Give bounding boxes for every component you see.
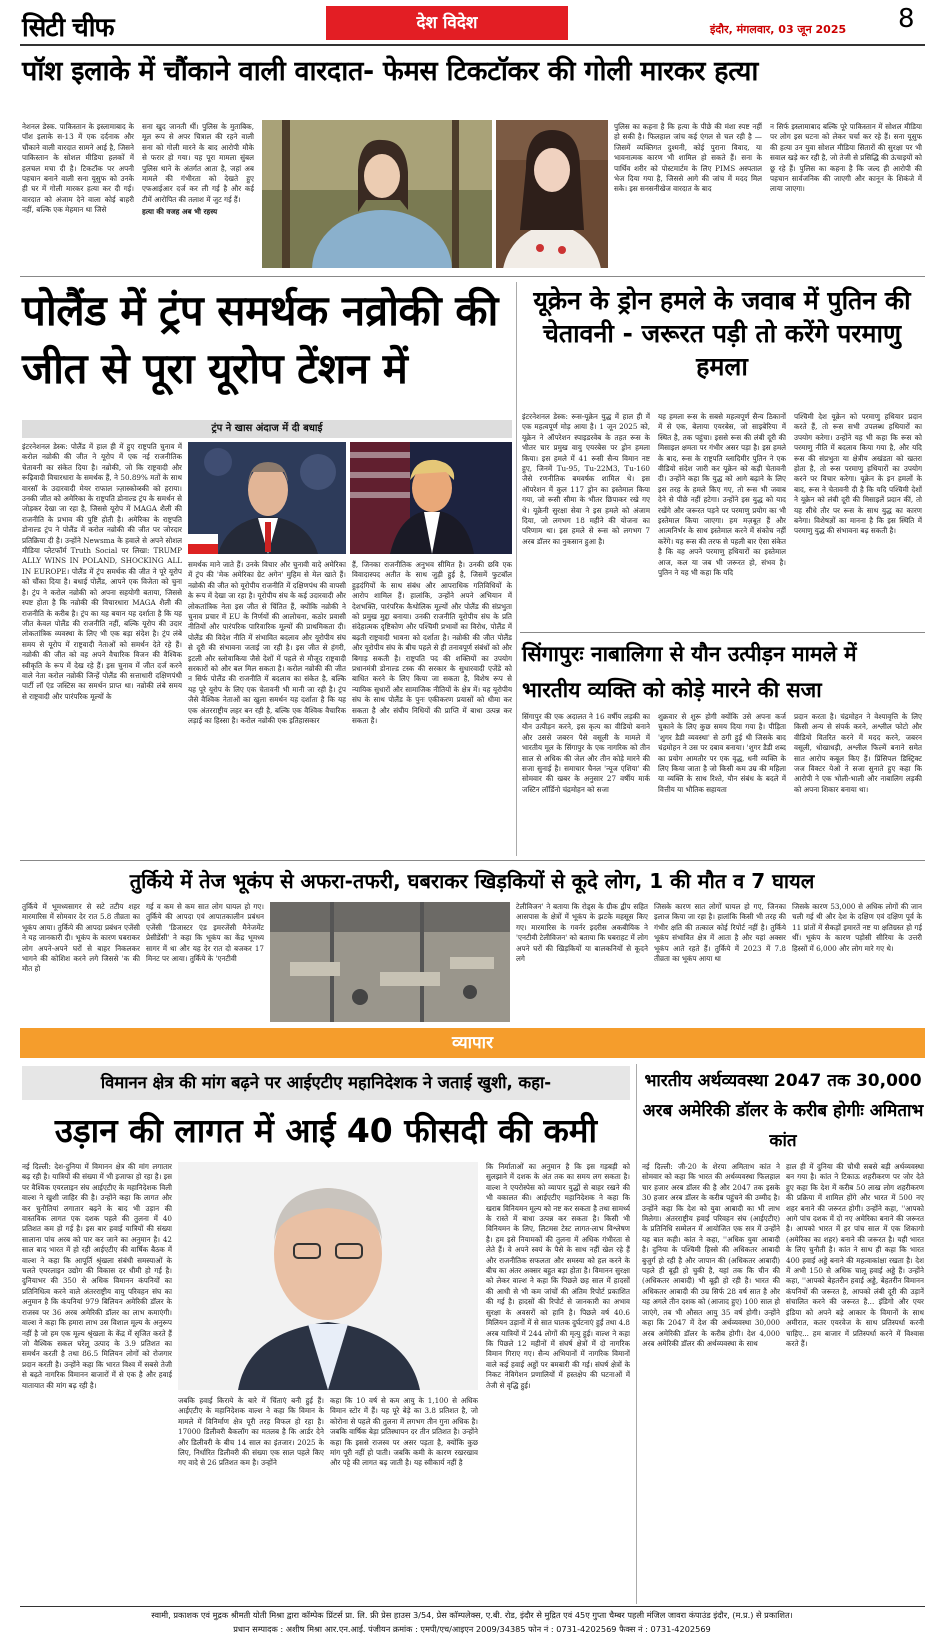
story7-col2: हाल ही में दुनिया की चौथी सबसे बड़ी अर्थव्यवस्था बन गया है। कांत ने टिकाऊ शहरीकरण पर जोर देते हुए कहा कि देश में करीब 50 लाख लोग शहरीकरण की प्रक्रिया में शामिल होंगे और भारत में 500 नए शहर बनाने की जरूरत होगी। उन्होंने कहा, ''आपको आगे पांच दशक में दो नए अमेरिका बनाने की जरूरत है। आपको भारत में हर पांच साल में एक शिकागो (अमेरिका का शहर) बनाने की जरूरत है। यही भारत के लिए चुनौती है। कांत ने साथ ही कहा कि भारत 400 हवाई अड्डे बनाने की महत्वाकांक्षा रखता है। देश में अभी 150 से अधिक चालू हवाई अड्डे हैं। उन्होंने कहा, ''आपको बेहतरीन हवाई अड्डे, बेहतरीन विमानन कंपनियों की जरूरत है, आपको लंबी दूरी की उड़ानें संचालित करने की जरूरत है... इंडिगो और एयर इंडिया को अपने बड़े आकार के विमानों के साथ अमीरात, कतर एयरवेज के साथ प्रतिस्पर्धा करनी चाहिए... हम बाजार में प्रतिस्पर्धा करने में विश्वास करते हैं।	[786, 1162, 924, 1348]
masthead	[0, 0, 945, 50]
imprint-line-1: स्वामी, प्रकाशक एवं मुद्रक श्रीमती योती मिश्रा द्वारा कॉम्पेक प्रिंटर्स प्रा. लि. फ्री प्रेस हाउस 3/54, प्रेस कॉम्पलेक्स, ए.बी. रोड, इंदौर से मुद्रित एवं 45ए गुप्ता चैम्बर पहली मंजिल जावरा कंपाउंड इंदौर, (म.प्र.) से प्रकाशित।	[151, 1610, 793, 1620]
story2-col2: समर्थक माने जाते हैं। उनके विचार और चुनावी वादे अमेरिका में ट्रंप की 'मेक अमेरिका ग्रेट अगेन' मुहिम से मेल खाते हैं। नव्रोकी की जीत को यूरोपीय राजनीति में दक्षिणपंथ की वापसी के रूप में देखा जा रहा है। यूरोपीय संघ के कई उदारवादी और लोकतांत्रिक नेता इस जीत से चिंतित हैं, क्योंकि नव्रोकी ने चुनाव प्रचार में EU के निर्णयों की आलोचना, कठोर प्रवासी नीतियों और पारंपरिक पारिवारिक मूल्यों की प्राथमिकता दी। पोलैंड की विदेश नीति में संभावित बदलाव और यूरोपीय संघ से दूरी की संभावना जताई जा रही है। इस जीत से हंगरी, इटली और स्लोवाकिया जैसे देशों में पहले से मौजूद राष्ट्रवादी सरकारों को और बल मिल सकता है। करोल नव्रोकी की जीत न सिर्फ पोलैंड की राजनीति में बदलाव का संकेत है, बल्कि यह पूरे यूरोप के लिए एक चेतावनी भी मानी जा रही है। ट्रंप जैसे वैश्विक नेताओं का खुला समर्थन यह दर्शाता है कि यह एक अंतरराष्ट्रीय लहर बन रही है, बल्कि एक वैश्विक वैचारिक लड़ाई का हिस्सा है। करोल नव्रोकी एक इतिहासकार	[188, 560, 346, 726]
story2-col1: इंटरनेशनल डेस्क: पोलैंड में हाल ही में हुए राष्ट्रपति चुनाव में करोल नव्रोकी की जीत ने यूरोप में एक नई राजनीतिक चेतावनी का संकेत दिया है। नव्रोकी, जो कि राष्ट्रवादी और रूढ़िवादी विचारधारा के समर्थक हैं, ने 50.89% मतों के साथ वारसॉ के उदारवादी मेयर राफाल त्र्ज़ास्कोव्स्की को हराया। उनकी जीत को अमेरिका के राष्ट्रपति डोनाल्ड ट्रंप के समर्थन से जोड़कर देखा जा रहा है, जिससे यूरोप में MAGA शैली की राजनीति के प्रभाव की पुष्टि होती है। अमेरिका के राष्ट्रपति डोनाल्ड ट्रंप ने पोलैंड में करोल नव्रोकी की जीत पर जोरदार प्रतिक्रिया दी है। उन्होंने Newsma के हवाले से अपने सोशल मीडिया प्लेटफॉर्म Truth Social पर लिखा: TRUMP ALLY WINS IN POLAND, SHOCKING ALL IN EUROPE। पोलैंड में ट्रंप समर्थक की जीत ने पूरे यूरोप को चौंका दिया है। बधाई पोलैंड, आपने एक विजेता को चुना है। ट्रंप ने करोल नव्रोकी को अपना सहयोगी बताया, जिससे स्पष्ट होता है कि नव्रोकी की विचारधारा MAGA शैली की राजनीति के करीब है। ट्रंप का यह बयान यह दर्शाता है कि यह जीत केवल पोलैंड की राजनीति नहीं, बल्कि यूरोप की उदार लोकतांत्रिक व्यवस्था के लिए भी एक बड़ा संदेश है। ट्रंप लंबे समय से यूरोप में राष्ट्रवादी नेताओं को समर्थन देते रहे हैं। नव्रोकी की जीत को वह अपने वैचारिक विजन की वैश्विक स्वीकृति के रूप में देख रहे हैं। इस चुनाव में जीत दर्ज करने वाले नेता करोल नव्रोकी जिन्हें पोलैंड की सत्ताधारी दक्षिणपंथी पार्टी लॉ एंड जस्टिस का समर्थन प्राप्त था। नव्रोकी लंबे समय से राष्ट्रवादी और पारंपरिक मूल्यों के	[22, 442, 182, 701]
story1-col2: सना खुद जानती थीं। पुलिस के मुताबिक, मूल रूप से अपर चित्राल की रहने वाली सना को गोली मारने के बाद आरोपी मौके से फरार हो गया। यह पूरा मामला सुंबल पुलिस थाने के अंतर्गत आता है, जहां अब मामले की गंभीरता को देखते हुए एफआईआर दर्ज कर ली गई है और कई टीमें आरोपित की तलाश में जुट गई हैं। हत्या की वजह अब भी रहस्य	[142, 122, 254, 217]
tiktoker-photo-right	[496, 120, 608, 268]
story1-subhead: हत्या की वजह अब भी रहस्य	[142, 207, 218, 217]
imprint-line-2: प्रधान सम्पादक : अशीष मिश्रा आर.एन.आई. पंजीयन क्रमांक : एमपी/एच/आइएन 2009/34385 फोन नं : 0731-4202569 फैक्स नं : 0731-4202569	[233, 1624, 711, 1634]
story2-caption-bar	[22, 420, 512, 438]
business-banner-title: व्यापार	[451, 1033, 494, 1053]
business-banner	[20, 1028, 925, 1058]
walsh-photo	[178, 1162, 478, 1390]
story5-col2: गई व कम से कम सात लोग घायल हो गए। तुर्किये की आपदा एवं आपातकालीन प्रबंधन एजेंसी 'डिजास्टर एंड इमरजेंसी मैनेजमेंट प्रेसीडेंसी' ने कहा कि भूकंप का केंद्र भूमध्य सागर में था और यह देर रात दो बजकर 17 मिनट पर आया। तुर्किये के 'एनटीवी	[146, 902, 264, 964]
section-banner	[326, 6, 568, 40]
story6-kicker-box	[22, 1066, 630, 1100]
story6-col2: जबकि हवाई किराये के बारे में चिंताएं बनी हुई हैं। आईएटीए के महानिदेशक वाल्श ने कहा कि विमान के मामले में विनिर्माण क्षेत्र पूरी तरह विफल हो रहा है। 17000 डिलीवरी बैकलॉग का मतलब है कि आर्डर देने और डिलीवरी के बीच 14 साल का इंतजार। 2025 के लिए, निर्धारित डिलीवरी की संख्या एक साल पहले किए गए वादे से 26 प्रतिशत कम है। उन्होंने	[178, 1396, 324, 1468]
trump-photo	[350, 442, 512, 554]
story5-col1: तुर्किये में भूमध्यसागर से सटे तटीय शहर मारमारिस में सोमवार देर रात 5.8 तीव्रता का भूकंप आया। तुर्किये की आपदा प्रबंधन एजेंसी ने यह जानकारी दी। भूकंप के कारण घबराकर लोग अपने-अपने घरों से बाहर निकलकर भागने की कोशिश करने लगे जिससे 'क की मौत हो	[22, 902, 140, 974]
story4-headline: सिंगापुरः नाबालिगा से यौन उत्पीड़न मामले में भारतीय व्यक्ति को कोड़े मारने की सजा	[522, 642, 857, 702]
story3-headline: यूक्रेन के ड्रोन हमले के जवाब में पुतिन की चेतावनी - जरूरत पड़ी तो करेंगे परमाणु हमला	[533, 286, 911, 381]
story3-col3: पश्चिमी देश यूक्रेन को परमाणु हथियार प्रदान करते हैं, तो रूस सभी उपलब्ध हथियारों का उपयोग करेगा। उन्होंने यह भी कहा कि रूस को परमाणु नीति में बदलाव किया गया है, और यदि रूस की संप्रभुता या क्षेत्रीय अखंडता को खतरा होता है, तो रूस परमाणु हथियारों का उपयोग करने पर विचार करेगा। यूक्रेन के इन हमलों के बाद, रूस ने चेतावनी दी है कि यदि पश्चिमी देशों ने यूक्रेन को लंबी दूरी की मिसाइलें प्रदान कीं, तो यह सीधे तौर पर रूस के साथ युद्ध का कारण बनेगा। विशेषज्ञों का मानना है कि इस स्थिति में परमाणु युद्ध की संभावना बढ़ सकती है।	[794, 412, 922, 536]
story6-kicker: विमानन क्षेत्र की मांग बढ़ने पर आईएटीए महानिदेशक ने जताई खुशी, कहा-	[100, 1073, 552, 1092]
story5-headline: तुर्किये में तेज भूकंप से अफरा-तफरी, घबराकर खिड़कियों से कूदे लोग, 1 की मौत व 7 घायल	[129, 869, 815, 893]
story1-col4: न सिर्फ इस्लामाबाद बल्कि पूरे पाकिस्तान में सोशल मीडिया पर लोग इस घटना को लेकर चर्चा कर रहे हैं। सना यूसुफ की हत्या उन युवा सोशल मीडिया सितारों की सुरक्षा पर भी सवाल खड़े कर रही है, जो तेजी से प्रसिद्धि की ऊंचाइयों को छू रहे हैं। पुलिस का कहना है कि जल्द ही आरोपी की पहचान सार्वजनिक की जाएगी और कानून के शिकंजे में लाया जाएगा।	[770, 122, 922, 194]
story7-col1: नई दिल्ली: जी-20 के शेरपा अमिताभ कांत ने सोमवार को कहा कि भारत की अर्थव्यवस्था फिलहाल चार हजार अरब डॉलर की है और 2047 तक इसके 30 हजार अरब डॉलर के करीब पहुंचने की उम्मीद है। उन्होंने कहा कि देश को युवा आबादी का भी लाभ मिलेगा। अंतरराष्ट्रीय हवाई परिवहन संघ (आईएटीए) के प्रतिनिधि सम्मेलन में आयोजित एक सत्र में उन्होंने यह बात कही। कांत ने कहा, ''अधिक युवा आबादी है। दुनिया के पश्चिमी हिस्से की अधिकतर आबादी बुजुर्ग हो रही है और जापान की (अधिकतर आबादी) पहले ही बूढ़ी हो चुकी है, यहां तक कि चीन की (अधिकतर आबादी) भी बूढ़ी हो रही है। भारत की अधिकतर आबादी की उम्र सिर्फ 28 वर्ष सात है और यह अगले तीन दशक को (आजाद हुए) 100 साल हो जाएंगे, तब भी औसत आयु 35 वर्ष होगी। उन्होंने कहा कि 2047 में देश की अर्थव्यवस्था 30,000 अरब अमेरिकी डॉलर के करीब होगी। देश 4,000 अरब अमेरिकी डॉलर की अर्थव्यवस्था के साथ	[642, 1162, 780, 1348]
story2-headline: पोलैंड में ट्रंप समर्थक नव्रोकी की जीत से पूरा यूरोप टेंशन में	[22, 286, 498, 393]
story6-col3: कहा कि 10 वर्ष से कम आयु के 1,100 से अधिक विमान स्टोर में हैं। यह पूरे बेड़े का 3.8 प्रतिशत है, जो कोरोना से पहले की तुलना में लगभग तीन गुना अधिक है। जबकि वार्षिक बेड़ा प्रतिस्थापन दर तीन प्रतिशत है। उन्होंने कहा कि इससे राजस्व पर असर पड़ता है, क्योंकि कुछ मांग पूरी नहीं हो पाती। जबकि कमी के कारण रखरखाव और पट्टे की लागत बढ़ जाती है। यह स्वीकार्य नहीं है	[330, 1396, 478, 1468]
story7-headline: भारतीय अर्थव्यवस्था 2047 तक 30,000 अरब अमेरिकी डॉलर के करीब होगीः अमिताभ कांत	[642, 1071, 924, 1151]
story4-col2: शुक्रवार से शुरू होगी क्योंकि उसे अपना कर्ज चुकाने के लिए कुछ समय दिया गया है। पीड़िता 'शुगर डैडी व्यवस्था' से ठगी हुई थी जिसके बाद चंद्रमोहन ने उस पर दबाव बनाया। 'शुगर डैडी शब्द का प्रयोग आमतौर पर एक वृद्ध, धनी व्यक्ति के लिए किया जाता है जो किसी कम उम्र की महिला या व्यक्ति के साथ रिश्ते, यौन संबंध के बदले में वित्तीय या भौतिक सहायता	[658, 712, 786, 794]
story2-col3: हैं, जिनका राजनीतिक अनुभव सीमित है। उनकी छवि एक विवादास्पद अतीत के साथ जुड़ी हुई है, जिसमें फुटबॉल हुड़दंगियों के साथ संबंध और आपराधिक गतिविधियों के आरोप शामिल हैं। हालांकि, उन्होंने अपने अभियान में देशभक्ति, पारंपरिक कैथोलिक मूल्यों और पोलैंड की संप्रभुता को प्रमुख मुद्दा बनाया। उनकी राजनीति यूरोपीय संघ के प्रति संदेहात्मक दृष्टिकोण और पश्चिमी प्रभावों का विरोध, पोलैंड में बढ़ती राष्ट्रवादी भावना को दर्शाता है। नव्रोकी की जीत पोलैंड और यूरोपीय संघ के बीच पहले से ही तनावपूर्ण संबंधों को और बिगाड़ सकती है। राष्ट्रपति पद की शक्तियों का उपयोग प्रधानमंत्री डोनाल्ड टस्क की सरकार के सुधारवादी एजेंडे को बाधित करने के लिए किया जा सकता है, विशेष रूप से न्यायिक सुधारों और सामाजिक नीतियों के क्षेत्र में। यह यूरोपीय संघ के साथ पोलैंड के पुनः एकीकरण प्रयासों को धीमा कर सकता है और संघीय निधियों की प्राप्ति में बाधा उत्पन्न कर सकता है।	[352, 560, 512, 726]
tiktoker-photo-left	[262, 120, 492, 268]
story5-col3: टेलीविजन' ने बताया कि रोड्स के ग्रीक द्वीप सहित आसपास के क्षेत्रों में भूकंप के झटके महसूस किए गए। मारमारिस के गवर्नर इदरीस अकबीयिक ने 'एनटीवी टेलीविजन' को बताया कि घबराहट में लोग अपने घरों की खिड़कियों या बालकनियों से कूदने लगे	[516, 902, 648, 964]
story3-col2: यह हमला रूस के सबसे महत्वपूर्ण सैन्य ठिकानों में से एक, बेलाया एयरबेस, जो साइबेरिया में स्थित है, तक पहुंचा। इससे रूस की लंबी दूरी की मिसाइल क्षमता पर गंभीर असर पड़ा है। इस हमले के बाद, रूस के राष्ट्रपति व्लादिमीर पुतिन ने एक वीडियो संदेश जारी कर यूक्रेन को कड़ी चेतावनी दी। उन्होंने कहा कि युद्ध को आगे बढ़ाने के लिए इस तरह के हमले किए गए, तो रूस भी जवाब देने से पीछे नहीं हटेगा। उन्होंने इस युद्ध को याद रखेंगे और जरूरत पड़ने पर परमाणु प्रयोग का भी इस्तेमाल किया जाएगा। हम मज़बूत हैं और आत्मनिर्भर के साथ इस्तेमाल करने में संकोच नहीं करेंगे। यह रूस की तरफ से पहली बार ऐसा संकेत है कि वह अपने परमाणु हथियारों का इस्तेमाल आज, कल या जब भी जरूरत हो, संभव है। पुतिन ने यह भी कहा कि यदि	[658, 412, 786, 578]
story1-col3: पुलिस का कहना है कि हत्या के पीछे की मंशा स्पष्ट नहीं हो सकी है। फिलहाल जांच कई एंगल से चल रही है — जिसमें व्यक्तिगत दुश्मनी, कोई पुराना विवाद, या भावनात्मक कारण भी शामिल हो सकते हैं। सना के पार्थिव शरीर को पोस्टमार्टम के लिए PIMS अस्पताल भेज दिया गया है, जिससे आगे की जांच में मदद मिल सके। इस सनसनीखेज वारदात के बाद	[614, 122, 762, 194]
story5-col5: जिसके कारण 53,000 से अधिक लोगों की जान चली गई थी और देश के दक्षिण एवं दक्षिण पूर्व के 11 प्रांतों में सैकड़ों इमारतें नष्ट या क्षतिग्रस्त हो गई थीं। भूकंप के कारण पड़ोसी सीरिया के उत्तरी हिस्सों में 6,000 और लोग मारे गए थे।	[792, 902, 922, 953]
dateline: इंदौर, मंगलवार, 03 जून 2025	[710, 23, 847, 36]
story2-photo-caption: ट्रंप ने खास अंदाज में दी बधाई	[211, 423, 323, 434]
story1-headline: पॉश इलाके में चौंकाने वाली वारदात- फेमस टिकटॉकर की गोली मारकर हत्या	[22, 56, 759, 87]
section-title: देश विदेश	[416, 13, 478, 33]
story5-col4: जिसके कारण सात लोगों घायल हो गए, जिनका इलाज किया जा रहा है। हालांकि किसी भी तरह की गंभीर क्षति की तत्काल कोई रिपोर्ट नहीं है। तुर्किये भूकंप संभावित क्षेत्र में आता है और यहां अक्सर भूकंप आते रहते हैं। तुर्किये में 2023 में 7.8 तीव्रता का भूकंप आया था	[654, 902, 786, 964]
nawrocki-photo	[188, 442, 346, 554]
story6-col1: नई दिल्ली: देश-दुनिया में विमानन क्षेत्र की मांग लगातार बढ़ रही है। यात्रियों की संख्या में भी इजाफा हो रहा है। इस पर वैश्विक एयरलाइन संघ आईएटीए के महानिदेशक विली वाल्श ने खुशी जाहिर की है। उन्होंने कहा कि लागत और कर चुनौतियां लगातार बढ़ने के बाद भी उड़ान की वास्तविक लागत एक दशक पहले की तुलना में 40 प्रतिशत कम हो गई है। इस बार हवाई यात्रियों की संख्या सालाना पांच अरब को पार कर जाने का अनुमान है। 42 साल बाद भारत में हो रही आईएटीए की वार्षिक बैठक में वाल्श ने कहा कि आपूर्ति श्रृंखला संबंधी समस्याओं के चलते एयरलाइन उद्योग की विकास दर धीमी हो गई है। दुनियाभर की 350 से अधिक विमानन कंपनियों का प्रतिनिधित्व करने वाले अंतरराष्ट्रीय वायु परिवहन संघ का अनुमान है कि कंपनियां 979 बिलियन अमेरिकी डॉलर के राजस्व पर 36 अरब अमेरिकी डॉलर का लाभ कमाएंगी। वाल्श ने कहा कि हमारा लाभ उस विशाल मूल्य के अनुरूप नहीं है जो हम एक मूल्य श्रृंखला के केंद्र में सृजित करते हैं जो वैश्विक सकल घरेलू उत्पाद के 3.9 प्रतिशत का समर्थन करती है तथा 86.5 मिलियन लोगों को रोजगार प्रदान करती है। उन्होंने कहा कि भारत विश्व में सबसे तेजी से बढ़ते नागरिक विमानन बाजारों में से एक है और हवाई यातायात की मांग बढ़ रही है।	[22, 1162, 172, 1390]
story6-col4: कि निर्माताओं का अनुमान है कि इस गड़बड़ी को सुलझाने में दशक के अंत तक का समय लग सकता है। वाल्श ने एयरोस्पेस को व्यापार युद्धों से बाहर रखने की भी वकालत की। आईएटीए महानिदेशक ने कहा कि खराब विनियमन मूल्य को नष्ट कर सकता है तथा सामर्थ्य के रास्ते में बाधा उत्पन्न कर सकता है। किसी भी विनियमन के लिए, लिटमस टेस्ट लागत-लाभ विश्लेषण है। हम इसे नियामकों की तुलना में अधिक गंभीरता से लेते हैं। वे अपने स्वयं के पैसे के साथ नहीं खेल रहे हैं और राजनीतिक सफलता और समस्या को हल करने के बीच का अंतर अक्सर बहुत बड़ा होता है। विमानन सुरक्षा को लेकर वाल्श ने कहा कि पिछले छह साल में हादसों की आधी से भी कम जांचों की अंतिम रिपोर्ट प्रकाशित की गई है। हादसों की रिपोर्ट से जानकारी का अभाव सुरक्षा के अवसरों को हानि है। पिछले वर्ष 40.6 मिलियन उड़ानों में से सात घातक दुर्घटनाएं हुईं तथा 4.8 अरब यात्रियों में 244 लोगों की मृत्यु हुई। वाल्श ने कहा कि पिछले 12 महीनों में संघर्ष क्षेत्रों में दो नागरिक विमान गिराए गए। सैन्य अभियानों में नागरिक विमानों वाले कई हवाई अड्डों पर बमबारी की गई। संघर्ष क्षेत्रों के निकट नेविगेशन प्रणालियों में हस्तक्षेप की घटनाओं में तेजी से वृद्धि हुई।	[486, 1162, 630, 1390]
story4-col3: प्रदान करता है। चंद्रमोहन ने वेश्यावृत्ति के लिए किसी अन्य से संपर्क करने, अश्लील फोटो और वीडियो वितरित करने में मदद करने, जबरन वसूली, धोखाधड़ी, अश्लील फिल्में बनाने समेत सात आरोप कबूल किए हैं। प्रिंसिपल डिस्ट्रिक्ट जज विक्टर येओ ने सजा सुनाते हुए कहा कि आरोपी ने एक भोली-भाली और नाबालिग लड़की को अपना शिकार बनाया था।	[794, 712, 922, 794]
earthquake-photo	[270, 902, 510, 1022]
story6-headline: उड़ान की लागत में आई 40 फीसदी की कमी	[54, 1111, 598, 1150]
story1-col1: नेशनल डेस्क. पाकिस्तान के इस्लामाबाद के पॉश इलाके स-13 में एक दर्दनाक और चौंकाने वाली वारदात सामने आई है, जिसने पाकिस्तान के सोशल मीडिया हलकों में हलचल मचा दी है। टिकटॉक पर अपनी पहचान बनाने वाली सना यूसुफ को उनके ही घर में गोली मारकर हत्या कर दी गई। वारदात को अंजाम देने वाला कोई बाहरी नहीं, बल्कि एक मेहमान था जिसे	[22, 122, 134, 215]
story4-col1: सिंगापुर की एक अदालत ने 16 वर्षीय लड़की का यौन उत्पीड़न करने, इस कृत्य का वीडियो बनाने और उससे जबरन पैसे वसूली के मामले में भारतीय मूल के सिंगापुर के एक नागरिक को तीन साल से अधिक की जेल और तीन कोड़े मारने की सजा सुनाई है। समाचार चैनल 'न्यूज एशिया' की सोमवार की खबर के अनुसार 27 वर्षीय मार्क जस्टिन लॉर्डिनो चंद्रमोहन को सजा	[522, 712, 650, 794]
story3-col1: इंटरनेशनल डेस्क: रूस-यूक्रेन युद्ध में हाल ही में एक महत्वपूर्ण मोड़ आया है। 1 जून 2025 को, यूक्रेन ने ऑपरेशन स्पाइडरवेब के तहत रूस के भीतर चार प्रमुख वायु एयरबेस पर ड्रोन हमला किया। इस हमले में 41 रूसी सैन्य विमान नष्ट हुए, जिनमें Tu-95, Tu-22M3, Tu-160 जैसे रणनीतिक बमवर्षक शामिल थे। इस ऑपरेशन में कुल 117 ड्रोन का इस्तेमाल किया गया, जो रूसी सीमा के भीतर छिपाकर रखे गए थे। यूक्रेनी सुरक्षा सेवा ने इस हमले को अंजाम दिया, जो लगभग 18 महीने की योजना का परिणाम था। इस हमले से रूस को लगभग 7 अरब डॉलर का नुकसान हुआ है।	[522, 412, 650, 546]
brand-name: सिटी चीफ	[22, 13, 114, 43]
page-number: 8	[898, 4, 915, 34]
